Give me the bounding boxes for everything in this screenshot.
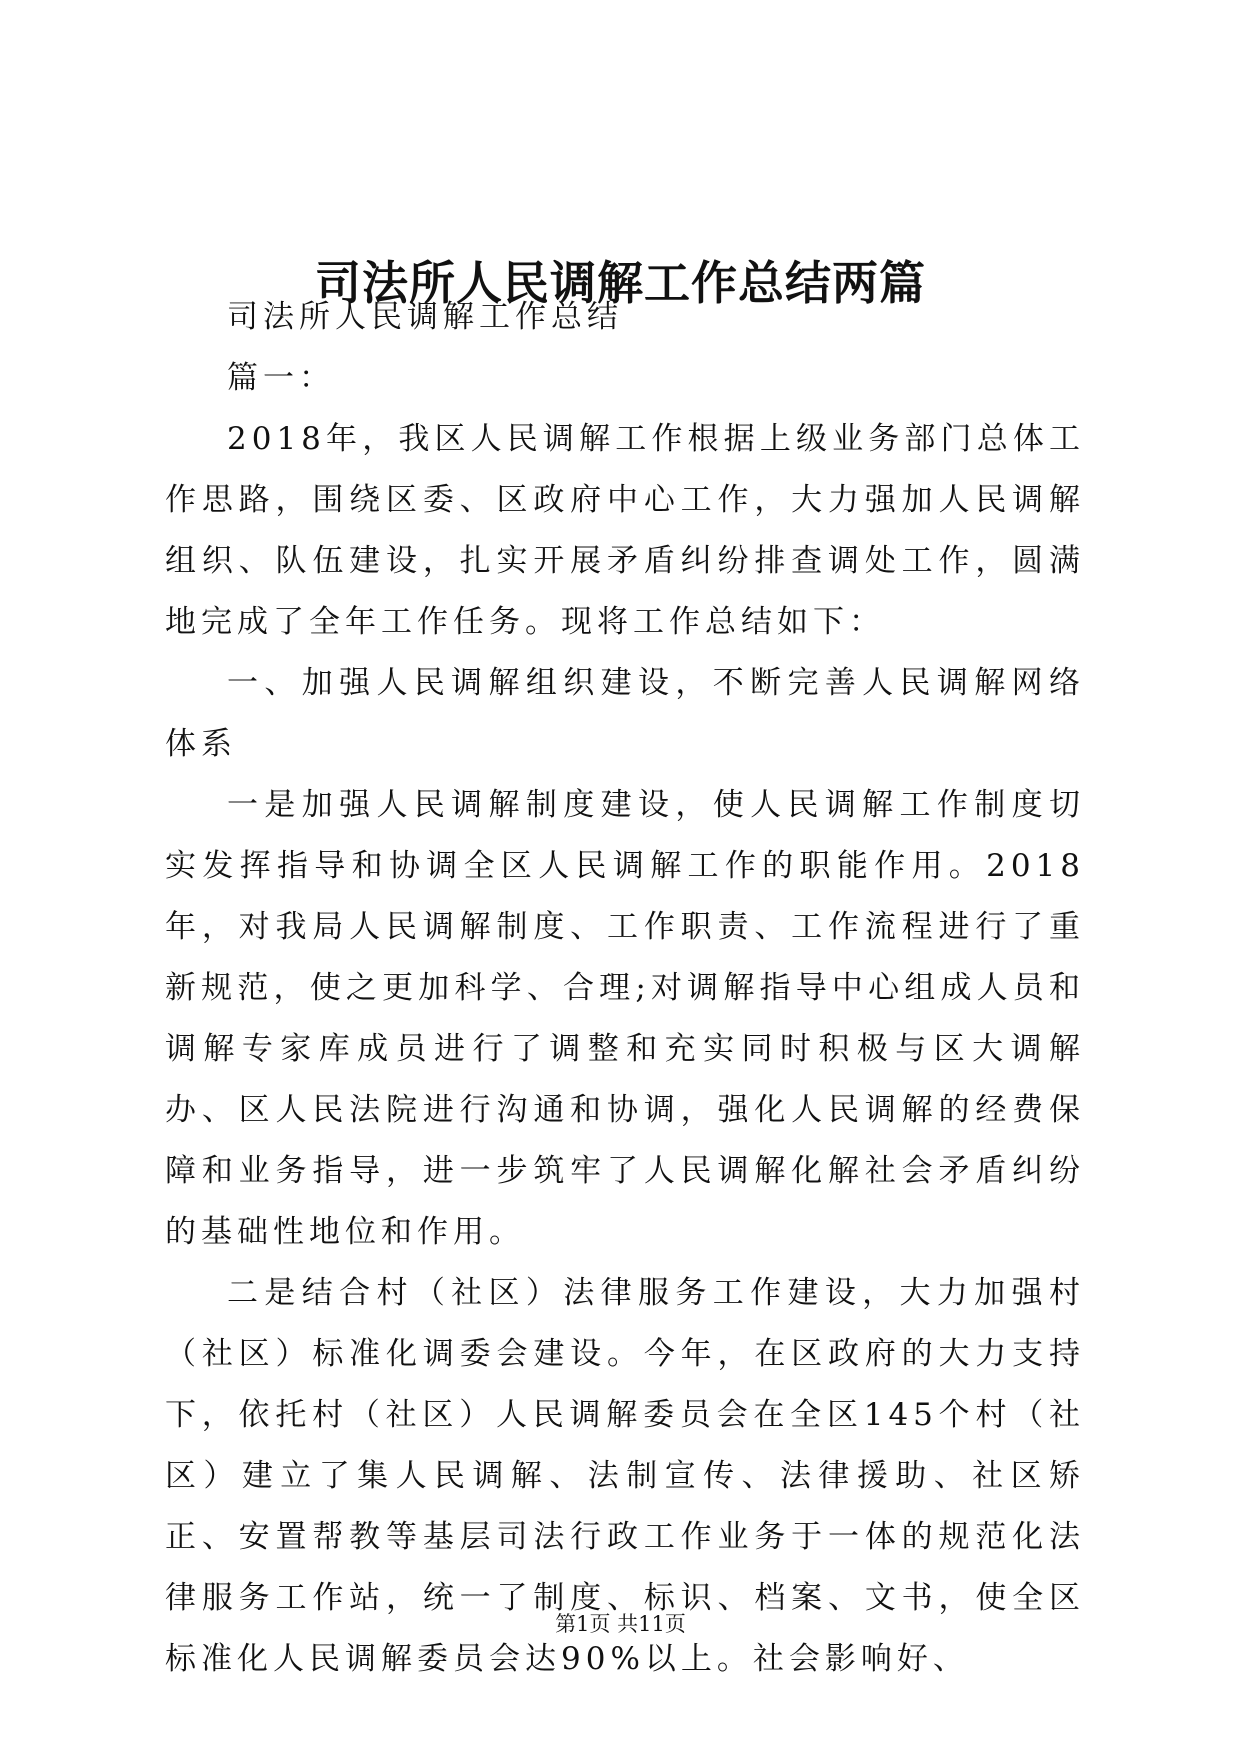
body-paragraph-1: 一是加强人民调解制度建设，使人民调解工作制度切实发挥指导和协调全区人民调解工作的职能作用。2018年，对我局人民调解制度、工作职责、工作流程进行了重新规范，使之更加科学、合理;对调解指导中心组成人员和调解专家库成员进行了调整和充实同时积极与区大调解办、区人民法院进行沟通和协调，强化人民调解的经费保障和业务指导，进一步筑牢了人民调解化解社会矛盾纠纷的基础性地位和作用。 bbox=[165, 787, 1085, 1250]
section-label-paragraph: 篇一： bbox=[227, 360, 335, 396]
document-title: 司法所人民调解工作总结两篇 bbox=[315, 255, 926, 310]
body-paragraph-2: 二是结合村（社区）法律服务工作建设，大力加强村（社区）标准化调委会建设。今年，在区政府的大力支持下，依托村（社区）人民调解委员会在全区145个村（社区）建立了集人民调解、法制宣传、法律援助、社区矫正、安置帮教等基层司法行政工作业务于一体的规范化法律服务工作站，统一了制度、标识、档案、文书，使全区标准化人民调解委员会达90%以上。社会影响好、 bbox=[165, 1275, 1085, 1677]
section-heading-paragraph: 一、加强人民调解组织建设，不断完善人民调解网络体系 bbox=[165, 665, 1085, 762]
subtitle-paragraph: 司法所人民调解工作总结 bbox=[227, 299, 623, 335]
document-body bbox=[165, 287, 1085, 1690]
intro-paragraph: 2018年，我区人民调解工作根据上级业务部门总体工作思路，围绕区委、区政府中心工作，大力强加人民调解组织、队伍建设，扎实开展矛盾纠纷排查调处工作，圆满地完成了全年工作任务。现将工作总结如下： bbox=[165, 421, 1085, 640]
page-footer: 第1页 共11页 bbox=[555, 1612, 686, 1636]
